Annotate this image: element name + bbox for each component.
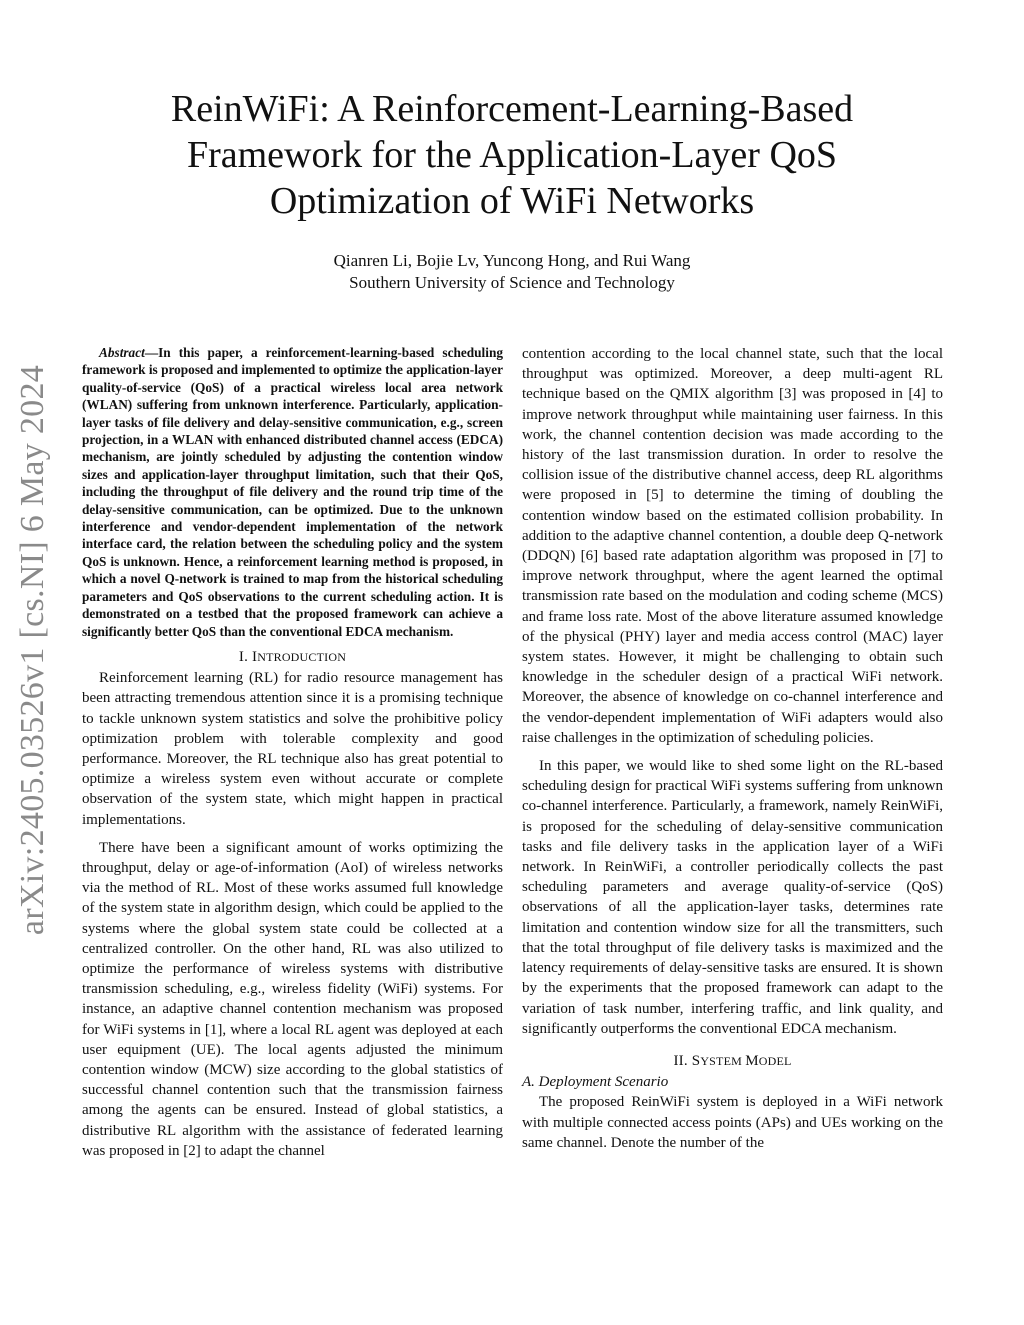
arxiv-sidebar-stamp — [3, 360, 63, 940]
section-2-rest-1: YSTEM — [700, 1053, 746, 1068]
author-affiliation: Southern University of Science and Technology — [349, 273, 675, 292]
section-2-initial-1: S — [691, 1052, 701, 1069]
abstract — [82, 344, 503, 640]
section-2-rest-2: ODEL — [758, 1053, 792, 1068]
intro-paragraph-3: In this paper, we would like to shed some light on the RL-based scheduling design for practical WiFi systems suffering from unknown co-channel interference. Particularly, a framework, namely ReinWiFi, is proposed for the scheduling of delay-sensitive communication tasks and file delivery tasks in the application layer of a WiFi network. In ReinWiFi, a controller periodically collects the past scheduling parameters and average quality-of-service (QoS) observations of all the application-layer tasks, determines rate limitation and contention window size for all the transmitters, such that the total throughput of file delivery tasks is maximized and the latency requirements of delay-sensitive tasks are ensured. It is shown by the experiments that the proposed framework can adapt to the variation of task number, interfering traffic, and link quality, and significantly outperforms the conventional EDCA mechanism. — [522, 758, 943, 1037]
author-names: Qianren Li, Bojie Lv, Yuncong Hong, and Rui Wang — [333, 251, 691, 270]
intro-paragraph-1: Reinforcement learning (RL) for radio resource management has been attracting tremendous attention since it is a promising technique to tackle unknown system statistics and solve the prohibitive policy optimization problem with tolerable complexity and good performance. Moreover, the RL technique also has great potential to optimize a wireless system even without accurate or complete observation of the system state, which might happen in practical implementations. — [82, 670, 503, 828]
author-block — [210, 250, 814, 294]
section-heading-system-model — [522, 1051, 943, 1071]
right-column — [522, 344, 943, 1153]
intro-paragraph-2-continued: contention according to the local channel state, such that the local throughput was optimized. Moreover, a deep multi-agent RL technique based on the QMIX algorithm [3] was proposed in [4] to improve network throughput while maintaining user fairness. In this work, the channel contention decision was made according to the history of the last transmission duration. In order to resolve the collision issue of the distributive channel access, deep RL algorithms were proposed in [5] to determine the timing of doubling the contention window based on the estimated collision probability. In addition to the adaptive channel contention, a double deep Q-network (DDQN) [6] based rate adaptation algorithm was proposed in [7] to improve network throughput, where the agent learned the optimal transmission rate based on the modulation and coding scheme (MCS) and frame loss rate. Most of the above literature assumed knowledge of the physical (PHY) layer and media access control (MAC) layer system states. However, it might be challenging to obtain such knowledge in the scheduler design of a practical WiFi network. Moreover, the absence of knowledge on co-channel interference and the vendor-dependent implementation of WiFi adapters would also raise challenges in the optimization of scheduling policies. — [522, 346, 943, 746]
section-2-initial-2: M — [745, 1052, 759, 1069]
section-1-numeral: I. — [238, 648, 253, 665]
abstract-label: Abstract — [99, 345, 145, 360]
section-2-numeral: II. — [673, 1052, 692, 1069]
title-line-2: Framework for the Application-Layer QoS — [186, 134, 838, 176]
arxiv-identifier: arXiv:2405.03526v1 [cs.NI] 6 May 2024 — [14, 364, 51, 936]
title-line-3: Optimization of WiFi Networks — [269, 180, 755, 222]
section-1-rest: NTRODUCTION — [257, 649, 347, 664]
left-column — [82, 344, 503, 1161]
paper-title — [110, 86, 914, 224]
abstract-text: —In this paper, a reinforcement-learning-based scheduling framework is proposed and implemented to optimize the application-layer quality-of-service (QoS) of a practical wireless local area network (WLAN) suffering from unknown interference. Particularly, application-layer tasks of file delivery and delay-sensitive communication, e.g., screen projection, in a WLAN with enhanced distributed channel access (EDCA) mechanism, are jointly scheduled by adjusting the contention window sizes and application-layer throughput limitation, such that their QoS, including the throughput of file delivery and the round trip time of the delay-sensitive communication, can be optimized. Due to the unknown interference and vendor-dependent implementation of the network interface card, the relation between the scheduling policy and the system QoS is unknown. Hence, a reinforcement learning method is proposed, in which a novel Q-network is trained to map from the historical scheduling parameters and QoS observations to the current scheduling action. It is demonstrated on a testbed that the proposed framework can achieve a significantly better QoS than the conventional EDCA mechanism. — [82, 345, 503, 639]
subsection-heading-deployment: A. Deployment Scenario — [522, 1074, 669, 1091]
intro-paragraph-2: There have been a significant amount of works optimizing the throughput, delay or age-of-information (AoI) of wireless networks via the method of RL. Most of these works assumed full knowledge of the system state in algorithm design, which could be applied to the systems where the global system state could be collected at a centralized controller. On the other hand, RL was also utilized to optimize the performance of wireless systems with distributive transmission scheduling, e.g., wireless fidelity (WiFi) systems. For instance, an adaptive channel contention mechanism was proposed for WiFi systems in [1], where a local RL agent was deployed at each user equipment (UE). The local agents adjusted the minimum contention window (MCW) size according to the global statistics of successful channel contention such that the transmission fairness among the agents can be ensured. Instead of global statistics, a distributive RL algorithm with the assistance of federated learning was proposed in [2] to adapt the channel — [82, 839, 503, 1159]
system-model-paragraph-1: The proposed ReinWiFi system is deployed in a WiFi network with multiple connected access points (APs) and UEs working on the same channel. Denote the number of the — [522, 1094, 943, 1151]
section-1-initial: I — [252, 648, 258, 665]
title-line-1: ReinWiFi: A Reinforcement-Learning-Based — [170, 88, 854, 130]
section-heading-introduction — [82, 647, 503, 667]
